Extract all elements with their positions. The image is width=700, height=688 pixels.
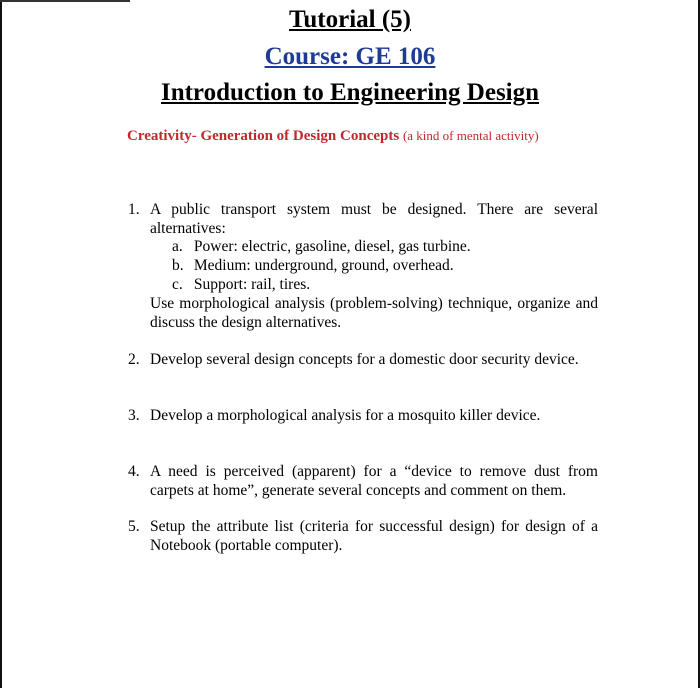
subitem-letter: a. xyxy=(172,238,183,255)
question-number: 5. xyxy=(128,518,140,535)
subitem-letter: c. xyxy=(172,276,183,293)
question-1-followup xyxy=(128,294,598,332)
question-text: Develop several design concepts for a domestic door security device. xyxy=(150,351,579,368)
question-followup-text: Use morphological analysis (problem-solving) technique, organize and discuss the design alternatives. xyxy=(150,295,598,331)
page-title: Tutorial (5) xyxy=(289,6,411,33)
question-number: 1. xyxy=(128,201,140,218)
subitem-text: Power: electric, gasoline, diesel, gas turbine. xyxy=(193,238,471,255)
question-text: Setup the attribute list (criteria for successful design) for design of a Notebook (portable computer). xyxy=(150,518,598,554)
question-text: A public transport system must be designed. There are several alternatives: xyxy=(150,201,598,237)
subitem-c xyxy=(172,275,310,294)
subitem-a xyxy=(172,237,471,256)
topic-note: (a kind of mental activity) xyxy=(402,128,539,143)
course-subject: Introduction to Engineering Design xyxy=(160,79,540,106)
subitem-letter: b. xyxy=(172,257,184,274)
question-4 xyxy=(128,462,598,500)
question-number: 2. xyxy=(128,351,140,368)
question-5 xyxy=(128,517,598,555)
question-2 xyxy=(128,350,598,369)
subitem-b xyxy=(172,256,454,275)
question-number: 3. xyxy=(128,407,140,424)
question-3 xyxy=(128,406,598,425)
top-border xyxy=(0,0,130,2)
course-code: Course: GE 106 xyxy=(264,43,436,70)
subitem-text: Support: rail, tires. xyxy=(193,276,311,293)
question-number: 4. xyxy=(128,463,140,480)
question-text: Develop a morphological analysis for a mosquito killer device. xyxy=(150,407,541,424)
question-text: A need is perceived (apparent) for a “device to remove dust from carpets at home”, generate several concepts and comment on them. xyxy=(150,463,598,499)
topic-line xyxy=(127,128,687,145)
topic-main: Creativity- Generation of Design Concepts xyxy=(127,128,400,144)
subitem-text: Medium: underground, ground, overhead. xyxy=(193,257,454,274)
question-1 xyxy=(128,200,598,238)
